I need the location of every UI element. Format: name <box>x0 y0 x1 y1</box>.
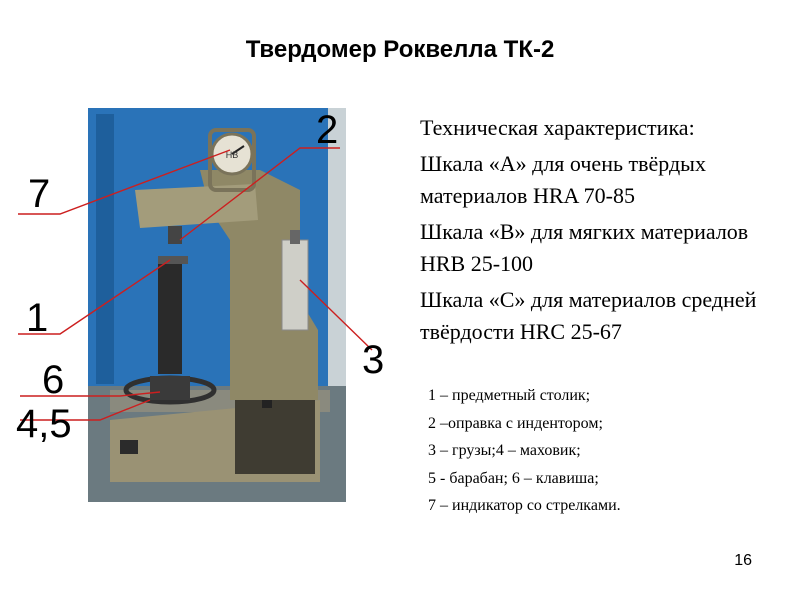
callout-3: 3 <box>362 338 385 382</box>
drum <box>150 376 190 400</box>
spec-block <box>420 112 790 348</box>
wall-stripe <box>96 114 114 384</box>
spec-heading: Техническая характеристика: <box>420 115 695 140</box>
spec-scale-b: Шкала «В» для мягких материалов HRB 25-100 <box>420 219 749 276</box>
legend-item: 2 –оправка с индентором; <box>428 414 603 432</box>
callout-1: 1 <box>26 296 49 340</box>
legend-item: 3 – грузы;4 – маховик; <box>428 442 581 459</box>
spec-scale-c: Шкала «С» для материалов средней твёрдости HRC 25-67 <box>420 287 757 344</box>
weights <box>282 240 308 330</box>
lifting-screw <box>158 264 182 374</box>
hardness-tester-illustration <box>0 100 400 520</box>
base-shadow-panel <box>235 390 315 474</box>
machine-foot <box>120 440 138 454</box>
callout-45: 4,5 <box>16 402 72 446</box>
spec-scale-a: Шкала «А» для очень твёрдых материалов HRA 70-85 <box>420 151 706 208</box>
legend-item: 7 – индикатор со стрелками. <box>428 497 621 514</box>
callout-6: 6 <box>42 358 65 402</box>
machine-photo <box>0 100 400 520</box>
parts-legend <box>428 382 788 520</box>
indenter-holder <box>168 226 182 244</box>
callout-7: 7 <box>28 172 51 216</box>
page-number: 16 <box>734 552 752 569</box>
weights-hanger <box>290 230 300 244</box>
slide-title: Твердомер Роквелла ТК-2 <box>245 36 555 63</box>
anvil-table <box>158 256 188 264</box>
callout-2: 2 <box>316 108 339 152</box>
gauge-dial-label: HB <box>225 150 239 160</box>
legend-item: 1 – предметный столик; <box>428 387 591 404</box>
legend-item: 5 - барабан; 6 – клавиша; <box>428 469 599 487</box>
